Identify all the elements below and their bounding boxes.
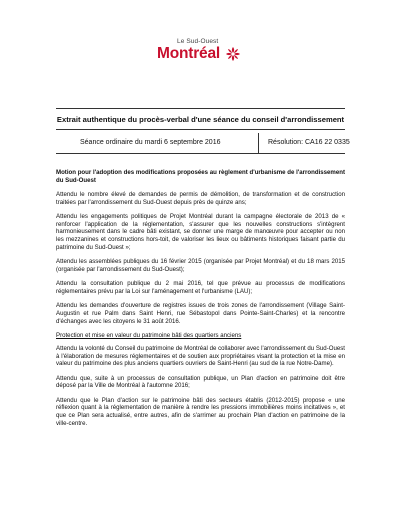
- title-bottom-rule: [56, 129, 345, 130]
- section-heading: Protection et mise en valeur du patrimoine bâti des quartiers anciens: [56, 331, 242, 339]
- session-date: Séance ordinaire du mardi 6 septembre 2016: [80, 139, 221, 146]
- paragraph: Attendu que le Plan d'action sur le patrimoine bâti des secteurs établis (2012-2015) propose « une réflexion quant à la réglementation de manière à rendre les pressions immobilières moins incitatives », et que ce Plan sera actualisé, entre autres, afin de s'arrimer au prochain Plan d'action en patrimoine de la ville-centre.: [56, 396, 345, 427]
- meta-separator: [258, 133, 259, 153]
- title-top-rule: [56, 108, 345, 109]
- logo-title: Montréal: [157, 45, 220, 62]
- paragraph: Attendu les engagements politiques de Projet Montréal durant la campagne électorale de 2013 de « renforcer l'application de la réglementation, s'assurer que les nouvelles constructions s'intègrent harmonieusement dans le cadre bâti existant, se donner une marge de manœuvre pour accepter ou non les mezzanines et constructions hors-toit, de valoriser les lieux ou bâtiments historiques faisant partie du patrimoine du Sud-Ouest »;: [56, 213, 345, 251]
- paragraph: Attendu les demandes d'ouverture de registres issues de trois zones de l'arrondissement (Village Saint-Augustin et rue Palm dans Saint Henri, rue Sébastopol dans Pointe-Saint-Charles) et la rencontre d'échanges avec les citoyens le 31 août 2016.: [56, 302, 345, 325]
- paragraph: Attendu la volonté du Conseil du patrimoine de Montréal de collaborer avec l'arrondissement du Sud-Ouest à l'élaboration de mesures réglementaires et de soutien aux propriétaires visant la protection et la mise en valeur du patrimoine des plus anciens quartiers ouvriers de Saint-Henri (au sud de la rue Notre-Dame).: [56, 345, 345, 368]
- paragraph: Attendu le nombre élevé de demandes de permis de démolition, de transformation et de construction traitées par l'arrondissement du Sud-Ouest depuis près de quinze ans;: [56, 191, 345, 206]
- montreal-logo: [157, 38, 247, 78]
- document-title: Extrait authentique du procès-verbal d'une séance du conseil d'arrondissement: [56, 115, 345, 124]
- motion-title: Motion pour l'adoption des modifications proposées au règlement d'urbanisme de l'arrondissement du Sud-Ouest: [56, 169, 345, 184]
- paragraph: Attendu que, suite à un processus de consultation publique, un Plan d'action en patrimoine doit être déposé par la Ville de Montréal à l'automne 2016;: [56, 374, 345, 390]
- resolution-number: Résolution: CA16 22 0335: [268, 139, 350, 146]
- logo-subtitle: Le Sud-Ouest: [177, 38, 219, 45]
- minutes-body: [56, 169, 345, 434]
- paragraph: Attendu les assemblées publiques du 16 février 2015 (organisée par Projet Montréal) et du 18 mars 2015 (organisée par l'arrondissement du Sud-Ouest);: [56, 258, 345, 273]
- paragraph: Attendu la consultation publique du 2 mai 2016, tel que prévue au processus de modifications réglementaires prévu par la Loi sur l'aménagement et l'urbanisme (LAU);: [56, 280, 345, 295]
- meta-bottom-rule: [56, 153, 345, 154]
- montreal-flower-icon: [225, 46, 241, 62]
